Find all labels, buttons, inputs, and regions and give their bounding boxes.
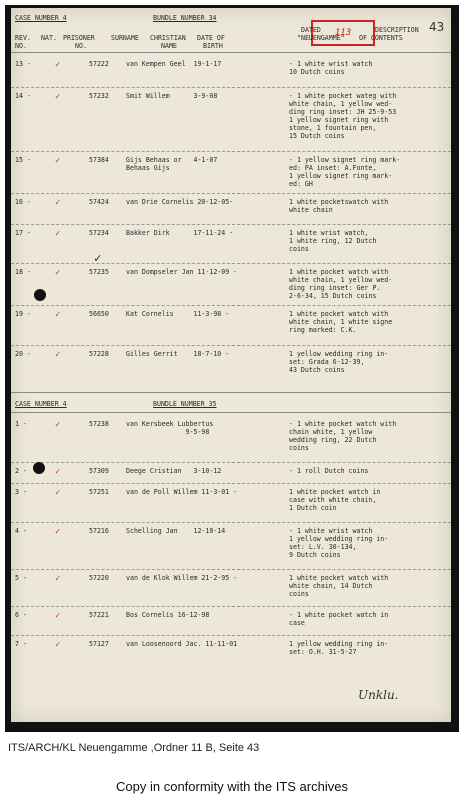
signature: Unklu. xyxy=(358,688,399,702)
prisoner-number: 57384 xyxy=(89,156,109,164)
col-no: NO. xyxy=(15,42,27,50)
col-date-of: DATE OF xyxy=(197,34,225,42)
prisoner-number: 57424 xyxy=(89,198,109,206)
prisoner-name-birth: van Kempen Geel 19-1-17 xyxy=(126,60,222,68)
prisoner-number: 57238 xyxy=(89,420,109,428)
prisoner-name-birth: van Loosenoord Jac. 11-11-01 xyxy=(126,640,238,648)
red-check-mark: ✓ xyxy=(55,268,61,278)
row-divider xyxy=(11,606,451,607)
red-check-mark: ✓ xyxy=(55,420,61,430)
col-christian: CHRISTIAN xyxy=(150,34,186,42)
prisoner-number: 57232 xyxy=(89,92,109,100)
rev-number: 18 - xyxy=(15,268,31,276)
col-nat: NAT. xyxy=(41,34,57,42)
contents-description: 1 yellow wedding ring in- set: O.H. 31-5-27 xyxy=(289,640,389,656)
contents-description: 1 white pocket watch with white chain, 1 white signe ring marked: C.K. xyxy=(289,310,393,334)
punch-hole xyxy=(33,462,45,474)
page-number: 43 xyxy=(429,20,445,34)
prisoner-name-birth: van Kersbeek Lubbertus 9-5-98 xyxy=(126,420,214,436)
row-divider xyxy=(11,522,451,523)
row-divider xyxy=(11,87,451,88)
bundle-number-heading: BUNDLE NUMBER 34 xyxy=(153,14,217,22)
red-check-mark: ✓ xyxy=(55,310,61,320)
rev-number: 4 - xyxy=(15,527,27,535)
prisoner-number: 56650 xyxy=(89,310,109,318)
contents-description: 1 white pocket watch with white chain, 14 Dutch coins xyxy=(289,574,389,598)
prisoner-number: 57309 xyxy=(89,467,109,475)
contents-description: 1 yellow wedding ring in- set: Grada 6-12-39, 43 Dutch coins xyxy=(289,350,389,374)
document-page xyxy=(11,8,451,722)
case-number-heading: CASE NUMBER 4 xyxy=(15,14,67,22)
col-birth: BIRTH xyxy=(203,42,223,50)
red-stamp: 113 xyxy=(311,20,375,46)
col-prisoner-no: NO. xyxy=(75,42,87,50)
red-check-mark: ✓ xyxy=(55,527,61,537)
row-divider xyxy=(11,483,451,484)
row-divider xyxy=(11,569,451,570)
archive-reference: ITS/ARCH/KL Neuengamme ,Ordner 11 B, Seite 43 xyxy=(8,742,260,754)
red-check-mark: ✓ xyxy=(55,611,61,621)
row-divider xyxy=(11,193,451,194)
prisoner-name-birth: Kat Cornelis 11-3-98 - xyxy=(126,310,230,318)
row-divider xyxy=(11,345,451,346)
prisoner-name-birth: Gilles Gerrit 18-7-10 - xyxy=(126,350,230,358)
bundle-number-heading-2: BUNDLE NUMBER 35 xyxy=(153,400,217,408)
red-check-mark: ✓ xyxy=(55,467,61,477)
prisoner-number: 57234 xyxy=(89,229,109,237)
contents-description: - 1 roll Dutch coins xyxy=(289,467,369,475)
prisoner-name-birth: Gijs Behaas or 4-1-07 Behaas Gijs xyxy=(126,156,218,172)
prisoner-number: 57221 xyxy=(89,611,109,619)
prisoner-number: 57222 xyxy=(89,60,109,68)
contents-description: 1 white pocket watch in case with white chain, 1 Dutch coin xyxy=(289,488,381,512)
prisoner-number: 57251 xyxy=(89,488,109,496)
contents-description: 1 white wrist watch, 1 white ring, 12 Dutch coins xyxy=(289,229,377,253)
contents-description: 1 white pocketswatch with white chain xyxy=(289,198,389,214)
contents-description: - 1 white pocket watch with chain white, 1 yellow wedding ring, 22 Dutch coins xyxy=(289,420,397,452)
punch-hole xyxy=(34,289,46,301)
prisoner-name-birth: Deege Cristian 3-10-12 xyxy=(126,467,222,475)
red-check-mark: ✓ xyxy=(55,574,61,584)
red-check-mark: ✓ xyxy=(55,60,61,70)
red-check-mark: ✓ xyxy=(55,350,61,360)
red-check-mark: ✓ xyxy=(55,156,61,166)
prisoner-name-birth: Bakker Dirk 17-11-24 - xyxy=(126,229,234,237)
rev-number: 3 - xyxy=(15,488,27,496)
prisoner-name-birth: Schelling Jan 12-10-14 xyxy=(126,527,226,535)
prisoner-name-birth: van Drie Cornelis 20-12-05- xyxy=(126,198,234,206)
col-rev: REV. xyxy=(15,34,31,42)
col-surname: SURNAME xyxy=(111,34,139,42)
rev-number: 7 - xyxy=(15,640,27,648)
row-divider xyxy=(11,462,451,463)
contents-description: - 1 white pocket watch in case xyxy=(289,611,389,627)
contents-description: - 1 white wrist watch 1 yellow wedding ring in- set: L.V. 30-134, 9 Dutch coins xyxy=(289,527,389,559)
rev-number: 15 - xyxy=(15,156,31,164)
col-name: NAME xyxy=(161,42,177,50)
prisoner-number: 57228 xyxy=(89,350,109,358)
rev-number: 19 - xyxy=(15,310,31,318)
rev-number: 14 - xyxy=(15,92,31,100)
check-mark: ✓ xyxy=(94,251,102,265)
row-divider xyxy=(11,305,451,306)
red-check-mark: ✓ xyxy=(55,198,61,208)
row-divider xyxy=(11,151,451,152)
col-of-contents: OF CONTENTS xyxy=(359,34,403,42)
section-rule xyxy=(11,392,451,393)
red-check-mark: ✓ xyxy=(55,92,61,102)
row-divider xyxy=(11,224,451,225)
rev-number: 17 - xyxy=(15,229,31,237)
red-check-mark: ✓ xyxy=(55,229,61,239)
rev-number: 13 - xyxy=(15,60,31,68)
col-dated: DATED xyxy=(301,26,321,34)
contents-description: 1 white pocket watch with white chain, 1 yellow wed- ding ring inset: Ger P. 2-6-34, 15 Dutch coins xyxy=(289,268,393,300)
row-divider xyxy=(11,263,451,264)
contents-description: - 1 white pocket wateg with white chain, 1 yellow wed- ding ring inset: JH 25-9-53 1 yellow signet ring with stone, 1 fountain pen, 15 Dutch coins xyxy=(289,92,397,140)
prisoner-name-birth: van de Klok Willem 21-2-95 - xyxy=(126,574,238,582)
contents-description: - 1 white wrist watch 10 Dutch coins xyxy=(289,60,373,76)
prisoner-name-birth: Bos Cornelis 16-12-98 xyxy=(126,611,210,619)
col-neuengamme: "NEUENGAMME" xyxy=(297,34,345,42)
red-check-mark: ✓ xyxy=(55,488,61,498)
rev-number: 1 - xyxy=(15,420,27,428)
rev-number: 6 - xyxy=(15,611,27,619)
col-prisoner: PRISONER xyxy=(63,34,95,42)
archive-copy-notice: Copy in conformity with the ITS archives xyxy=(116,779,348,794)
section-rule-2 xyxy=(11,412,451,413)
case-number-heading-2: CASE NUMBER 4 xyxy=(15,400,67,408)
rev-number: 5 - xyxy=(15,574,27,582)
prisoner-name-birth: van Dompseler Jan 11-12-09 - xyxy=(126,268,238,276)
prisoner-number: 57127 xyxy=(89,640,109,648)
prisoner-number: 57216 xyxy=(89,527,109,535)
red-check-mark: ✓ xyxy=(55,640,61,650)
prisoner-name-birth: Smit Willem 3-9-08 xyxy=(126,92,218,100)
contents-description: - 1 yellow signet ring mark- ed: PA inset: A.Fonte, 1 yellow signet ring mark- ed: GH xyxy=(289,156,401,188)
col-description: DESCRIPTION xyxy=(375,26,419,34)
rev-number: 16 - xyxy=(15,198,31,206)
prisoner-number: 57235 xyxy=(89,268,109,276)
row-divider xyxy=(11,635,451,636)
header-rule xyxy=(11,52,451,53)
rev-number: 2 - xyxy=(15,467,27,475)
prisoner-name-birth: van de Poll Willem 11-3-01 - xyxy=(126,488,238,496)
prisoner-number: 57220 xyxy=(89,574,109,582)
rev-number: 20 - xyxy=(15,350,31,358)
